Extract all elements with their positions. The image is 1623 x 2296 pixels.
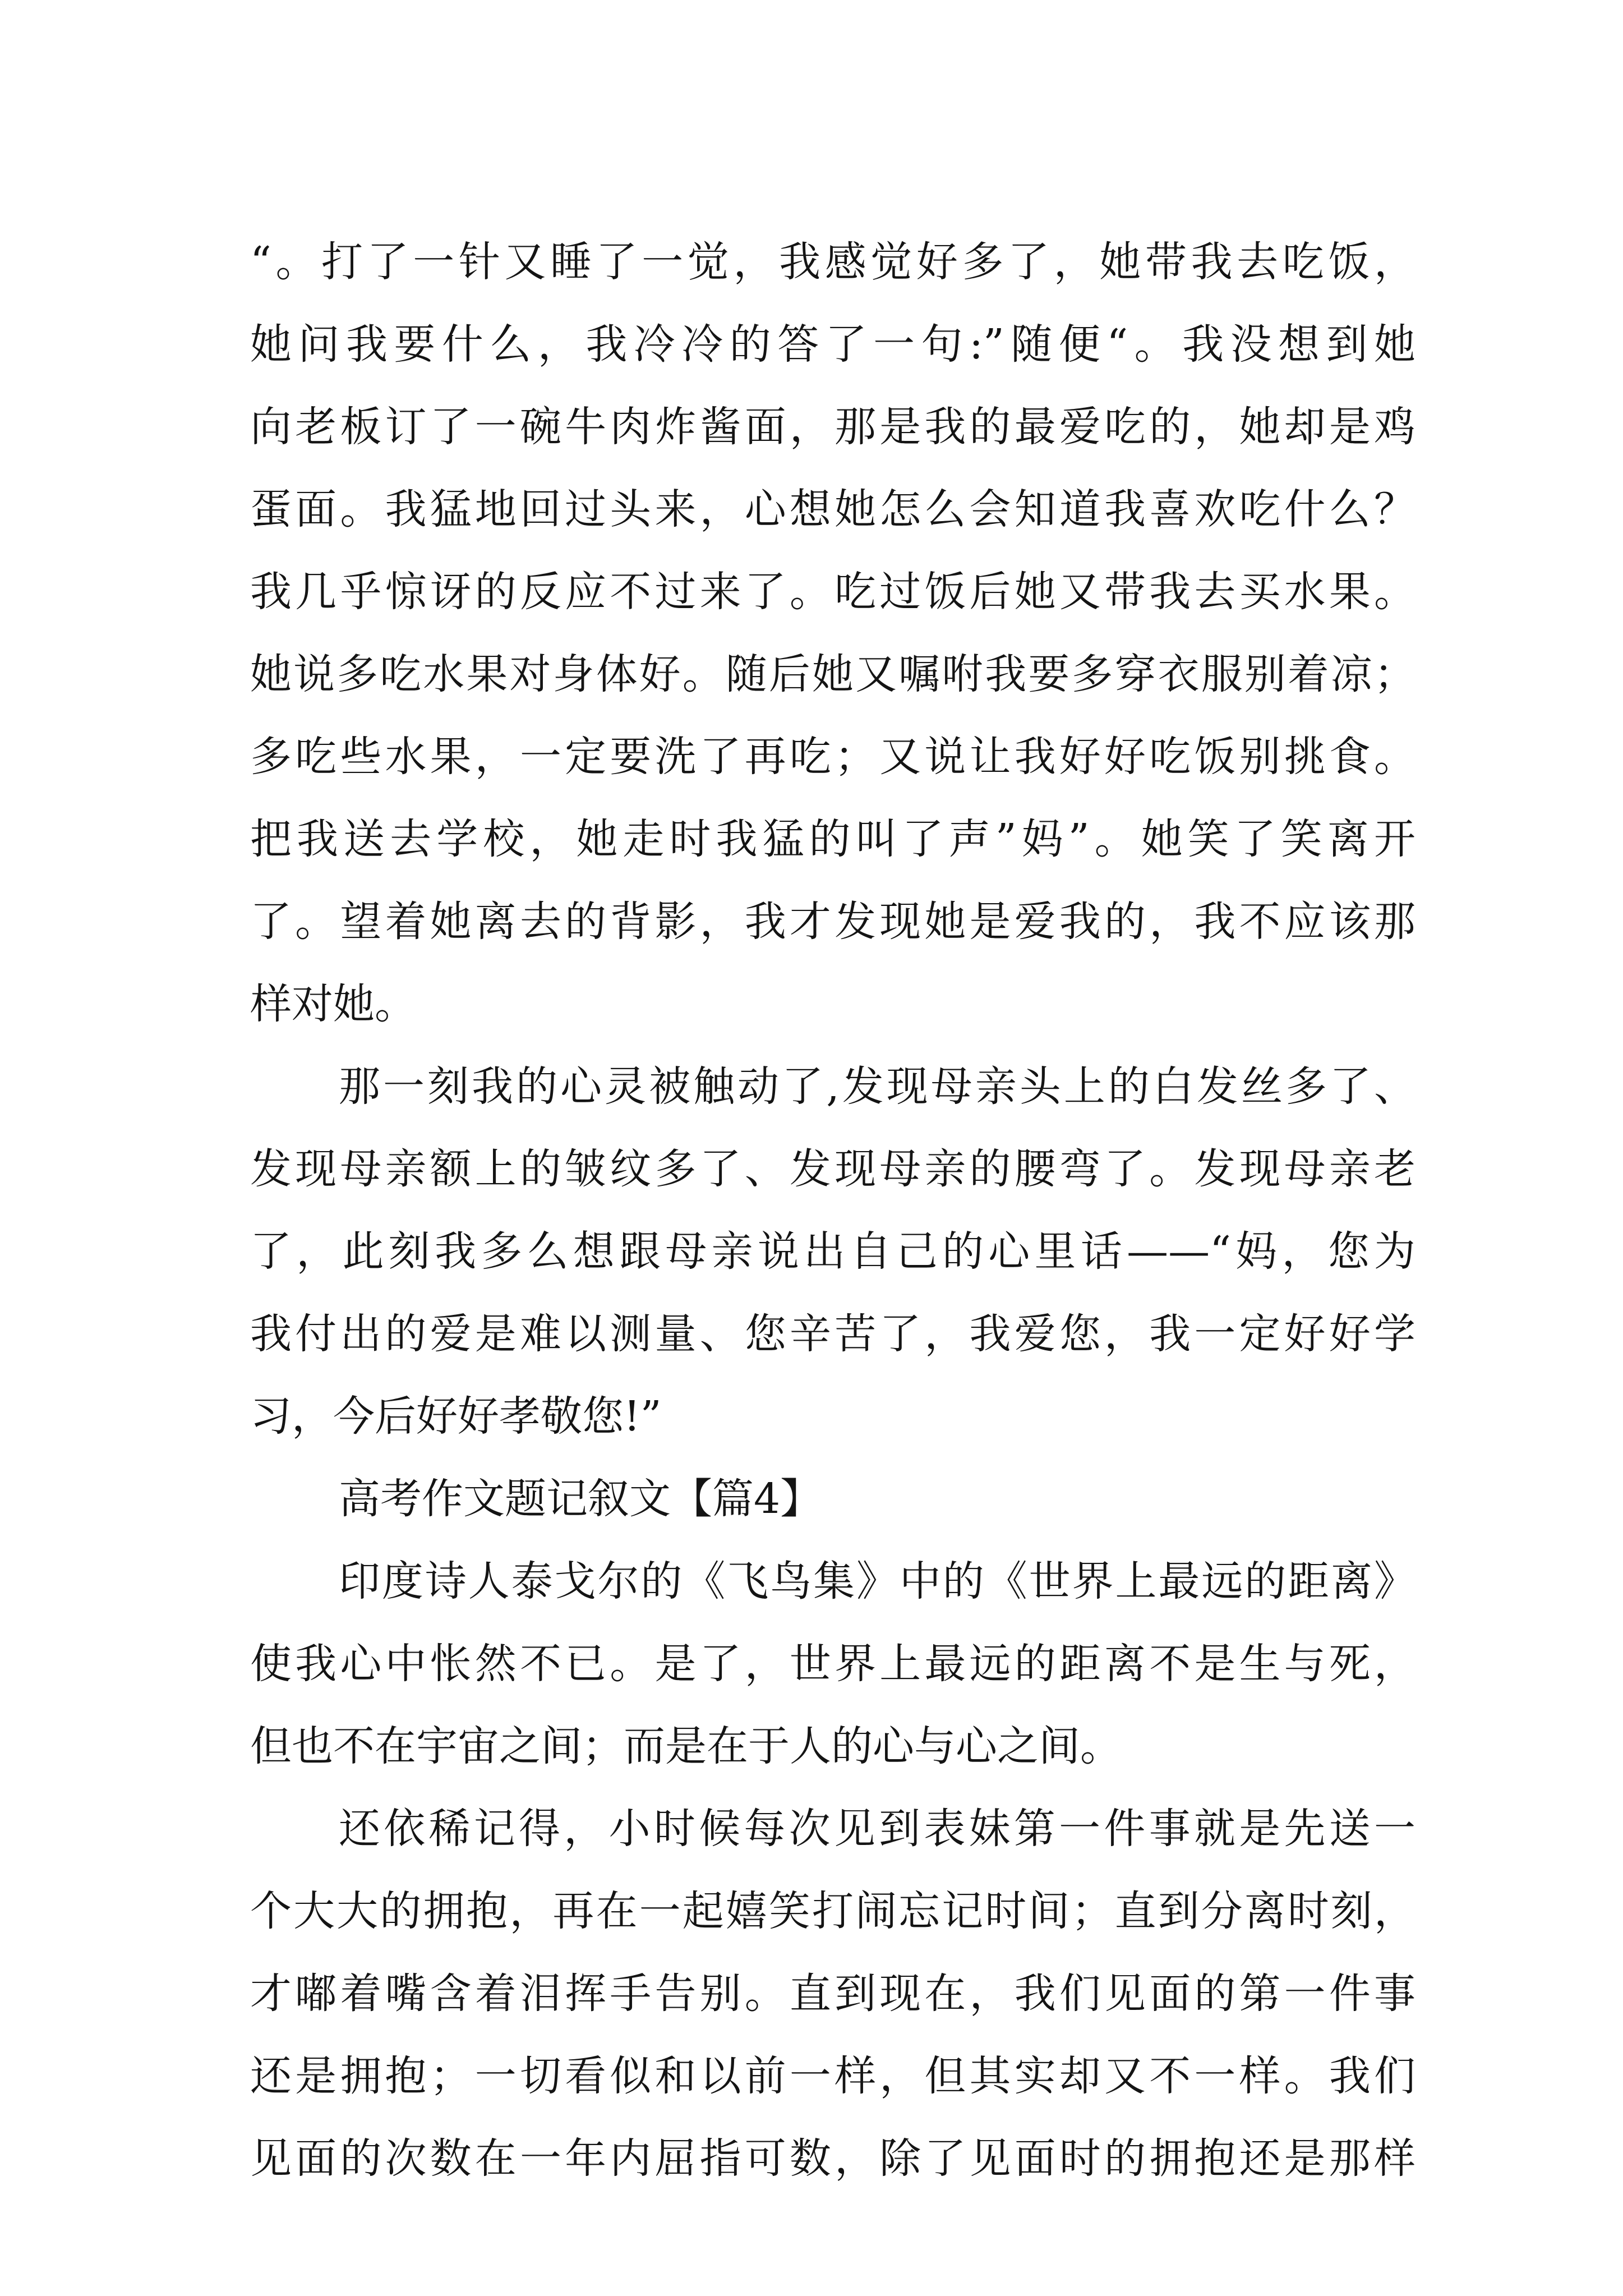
text-line: 我几乎惊讶的反应不过来了。吃过饭后她又带我去买水果。 bbox=[250, 568, 1415, 616]
text-line: 她说多吃水果对身体好。随后她又嘱咐我要多穿衣服别着凉； bbox=[250, 650, 1415, 698]
text-line: 那一刻我的心灵被触动了,发现母亲头上的白发丝多了、 bbox=[339, 1062, 1415, 1111]
text-line: 蛋面。我猛地回过头来，心想她怎么会知道我喜欢吃什么？ bbox=[250, 485, 1415, 533]
text-line: 把我送去学校，她走时我猛的叫了声”妈”。她笑了笑离开 bbox=[250, 815, 1415, 863]
text-line: 样对她。 bbox=[250, 980, 416, 1028]
paragraph bbox=[250, 1540, 1415, 1788]
text-line: 才嘟着嘴含着泪挥手告别。直到现在，我们见面的第一件事 bbox=[250, 1970, 1415, 2018]
text-line: 习，今后好好孝敬您!” bbox=[250, 1392, 662, 1441]
text-line: 但也不在宇宙之间；而是在于人的心与心之间。 bbox=[250, 1722, 1122, 1770]
paragraph bbox=[250, 1788, 1415, 2200]
text-line: 个大大的拥抱，再在一起嬉笑打闹忘记时间；直到分离时刻， bbox=[250, 1887, 1415, 1935]
paragraph bbox=[250, 1046, 1415, 1458]
text-line: 印度诗人泰戈尔的《飞鸟集》中的《世界上最远的距离》 bbox=[339, 1557, 1415, 1605]
document-body bbox=[250, 221, 1415, 2200]
text-line: 还是拥抱；一切看似和以前一样，但其实却又不一样。我们 bbox=[250, 2052, 1415, 2100]
text-line: 见面的次数在一年内屈指可数，除了见面时的拥抱还是那样 bbox=[250, 2134, 1415, 2183]
heading-line: 高考作文题记叙文【篇4】 bbox=[339, 1475, 822, 1523]
text-line: 我付出的爱是难以测量、您辛苦了，我爱您，我一定好好学 bbox=[250, 1310, 1415, 1358]
text-line: 了。望着她离去的背影，我才发现她是爱我的，我不应该那 bbox=[250, 898, 1415, 946]
text-line: 还依稀记得，小时候每次见到表妹第一件事就是先送一 bbox=[339, 1805, 1415, 1853]
text-line: 发现母亲额上的皱纹多了、发现母亲的腰弯了。发现母亲老 bbox=[250, 1145, 1415, 1193]
text-line: 她问我要什么，我冷冷的答了一句:”随便“。我没想到她 bbox=[250, 320, 1415, 369]
section-heading bbox=[250, 1458, 1415, 1540]
text-line: 向老板订了一碗牛肉炸酱面，那是我的最爱吃的，她却是鸡 bbox=[250, 403, 1415, 451]
text-line: “。打了一针又睡了一觉，我感觉好多了，她带我去吃饭， bbox=[250, 238, 1415, 286]
paragraph bbox=[250, 221, 1415, 1046]
text-line: 多吃些水果，一定要洗了再吃；又说让我好好吃饭别挑食。 bbox=[250, 733, 1415, 781]
text-line: 了，此刻我多么想跟母亲说出自己的心里话——“妈，您为 bbox=[250, 1227, 1415, 1276]
text-line: 使我心中怅然不已。是了，世界上最远的距离不是生与死， bbox=[250, 1640, 1415, 1688]
